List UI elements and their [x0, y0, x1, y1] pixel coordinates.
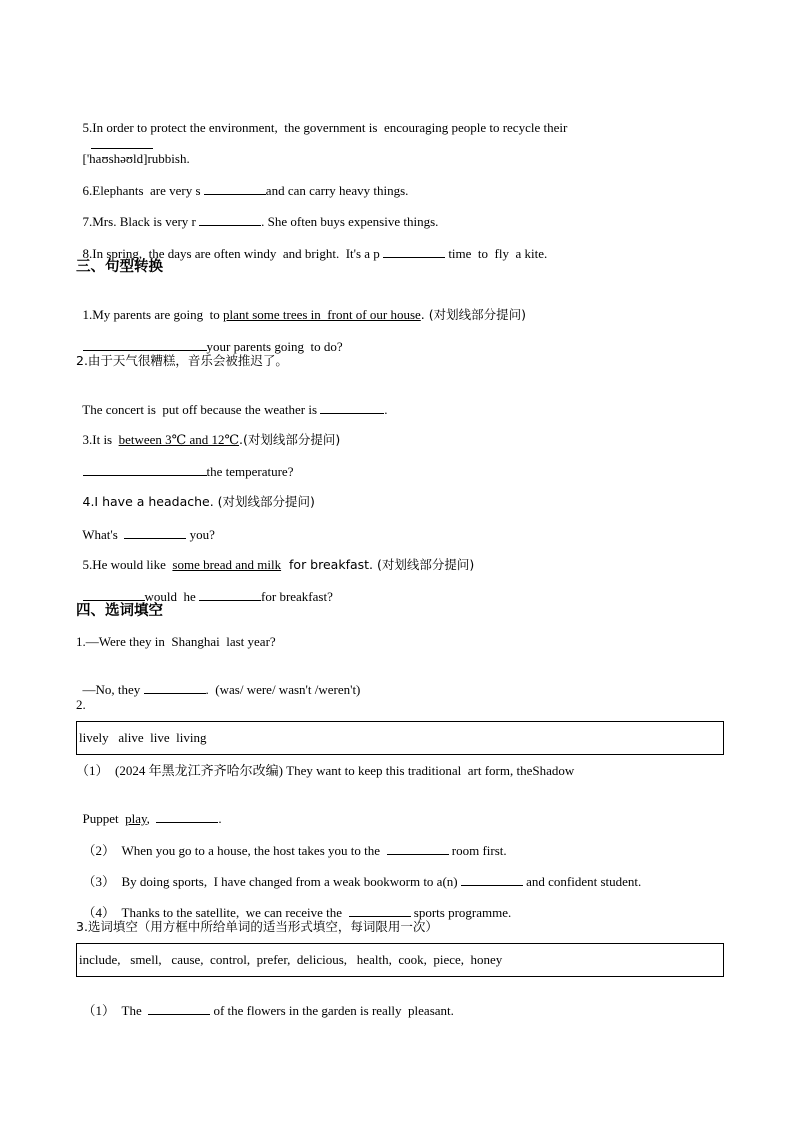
question-line — [76, 888, 511, 921]
question-line — [76, 794, 222, 827]
question-text: and confident student. — [522, 874, 642, 889]
question-line: 3.选词填空（用方框中所给单词的适当形式填空，每词限用一次） — [76, 919, 438, 934]
answer-blank[interactable] — [199, 588, 261, 601]
question-text: . — [384, 402, 388, 417]
answer-blank[interactable] — [199, 213, 261, 226]
answer-blank[interactable] — [387, 842, 449, 855]
question-text: . She often buys expensive things. — [261, 214, 439, 229]
question-text: （4） Thanks to the satellite, we can receive the — [82, 905, 349, 920]
question-line — [76, 665, 360, 698]
question-text: 5.In order to protect the environment, the government is encouraging people to recycle their — [82, 120, 568, 135]
question-line — [76, 322, 343, 355]
question-text: The concert is put off because the weather is — [82, 402, 321, 417]
question-line — [76, 135, 190, 167]
answer-blank[interactable] — [204, 182, 266, 195]
section-heading: 四、选词填空 — [76, 603, 163, 619]
question-text: would he — [144, 589, 200, 604]
question-line: 2.由于天气很糟糕，音乐会被推迟了。 — [76, 353, 288, 368]
question-line — [76, 447, 293, 480]
answer-blank[interactable] — [124, 526, 186, 539]
question-text: 4.I have a headache. (对划线部分提问) — [82, 494, 315, 509]
question-text: and can carry heavy things. — [265, 183, 409, 198]
question-line — [76, 478, 315, 510]
question-line — [76, 510, 215, 543]
question-line — [76, 572, 333, 605]
underlined-phrase: some bread and milk — [172, 557, 282, 572]
instruction-text: for breakfast. (对划线部分提问) — [281, 557, 475, 572]
section-heading: 三、句型转换 — [76, 259, 163, 275]
word-box: include, smell, cause, control, prefer, delicious, health, cook, piece, honey — [76, 943, 724, 977]
answer-blank[interactable] — [349, 904, 411, 917]
question-line: （1） (2024 年黑龙江齐齐哈尔改编) They want to keep this traditional art form, theShadow — [76, 763, 575, 778]
question-line: 1.—Were they in Shanghai last year? — [76, 634, 276, 649]
question-text: ['haʊshəʊld]rubbish. — [82, 151, 190, 166]
underlined-phrase: play — [125, 811, 147, 826]
question-line — [76, 229, 547, 262]
question-text: 1.My parents are going to — [82, 307, 223, 322]
question-line — [76, 166, 408, 199]
question-text: 7.Mrs. Black is very r — [82, 214, 200, 229]
question-line: 2. — [76, 697, 86, 712]
question-text: 5.He would like — [82, 557, 173, 572]
question-text: sports programme. — [410, 905, 512, 920]
question-text: . — [218, 811, 222, 826]
question-line — [76, 416, 340, 448]
question-text: you? — [186, 527, 215, 542]
question-text: —No, they — [82, 682, 144, 697]
question-text: your parents going to do? — [206, 339, 343, 354]
question-line — [76, 291, 526, 323]
question-text: room first. — [448, 843, 507, 858]
question-text: Puppet — [82, 811, 126, 826]
question-text: （1） The — [82, 1003, 149, 1018]
question-text: time to fly a kite. — [445, 246, 548, 261]
question-text: the temperature? — [206, 464, 294, 479]
answer-blank[interactable] — [156, 810, 218, 823]
question-text: What's — [82, 527, 125, 542]
question-text: for breakfast? — [261, 589, 333, 604]
instruction-text: . (对划线部分提问) — [420, 307, 526, 322]
answer-blank[interactable] — [320, 401, 384, 414]
instruction-text: .(对划线部分提问) — [239, 432, 341, 447]
question-text: 8.In spring, the days are often windy and bright. It's a p — [82, 246, 384, 261]
question-text: （2） When you go to a house, the host takes you to the — [82, 843, 387, 858]
question-line — [76, 826, 507, 859]
answer-blank[interactable] — [83, 588, 145, 601]
question-text: . (was/ were/ wasn't /weren't) — [205, 682, 361, 697]
answer-blank[interactable] — [383, 245, 445, 258]
question-line — [76, 197, 438, 230]
underlined-phrase: between 3℃ and 12℃ — [118, 432, 240, 447]
answer-blank[interactable] — [83, 338, 207, 351]
question-line — [76, 385, 388, 418]
word-box: lively alive live living — [76, 721, 724, 755]
question-text: 6.Elephants are very s — [82, 183, 204, 198]
question-line — [76, 986, 454, 1019]
answer-blank[interactable] — [83, 463, 207, 476]
answer-blank[interactable] — [144, 681, 206, 694]
question-line — [76, 857, 641, 890]
question-text: of the flowers in the garden is really pleasant. — [210, 1003, 454, 1018]
question-text: 3.It is — [82, 432, 119, 447]
underlined-phrase: plant some trees in front of our house — [222, 307, 421, 322]
question-text: （3） By doing sports, I have changed from a weak bookworm to a(n) — [82, 874, 461, 889]
answer-blank[interactable] — [148, 1002, 210, 1015]
question-line — [76, 541, 474, 573]
answer-blank[interactable] — [461, 873, 523, 886]
question-text: , — [146, 811, 157, 826]
